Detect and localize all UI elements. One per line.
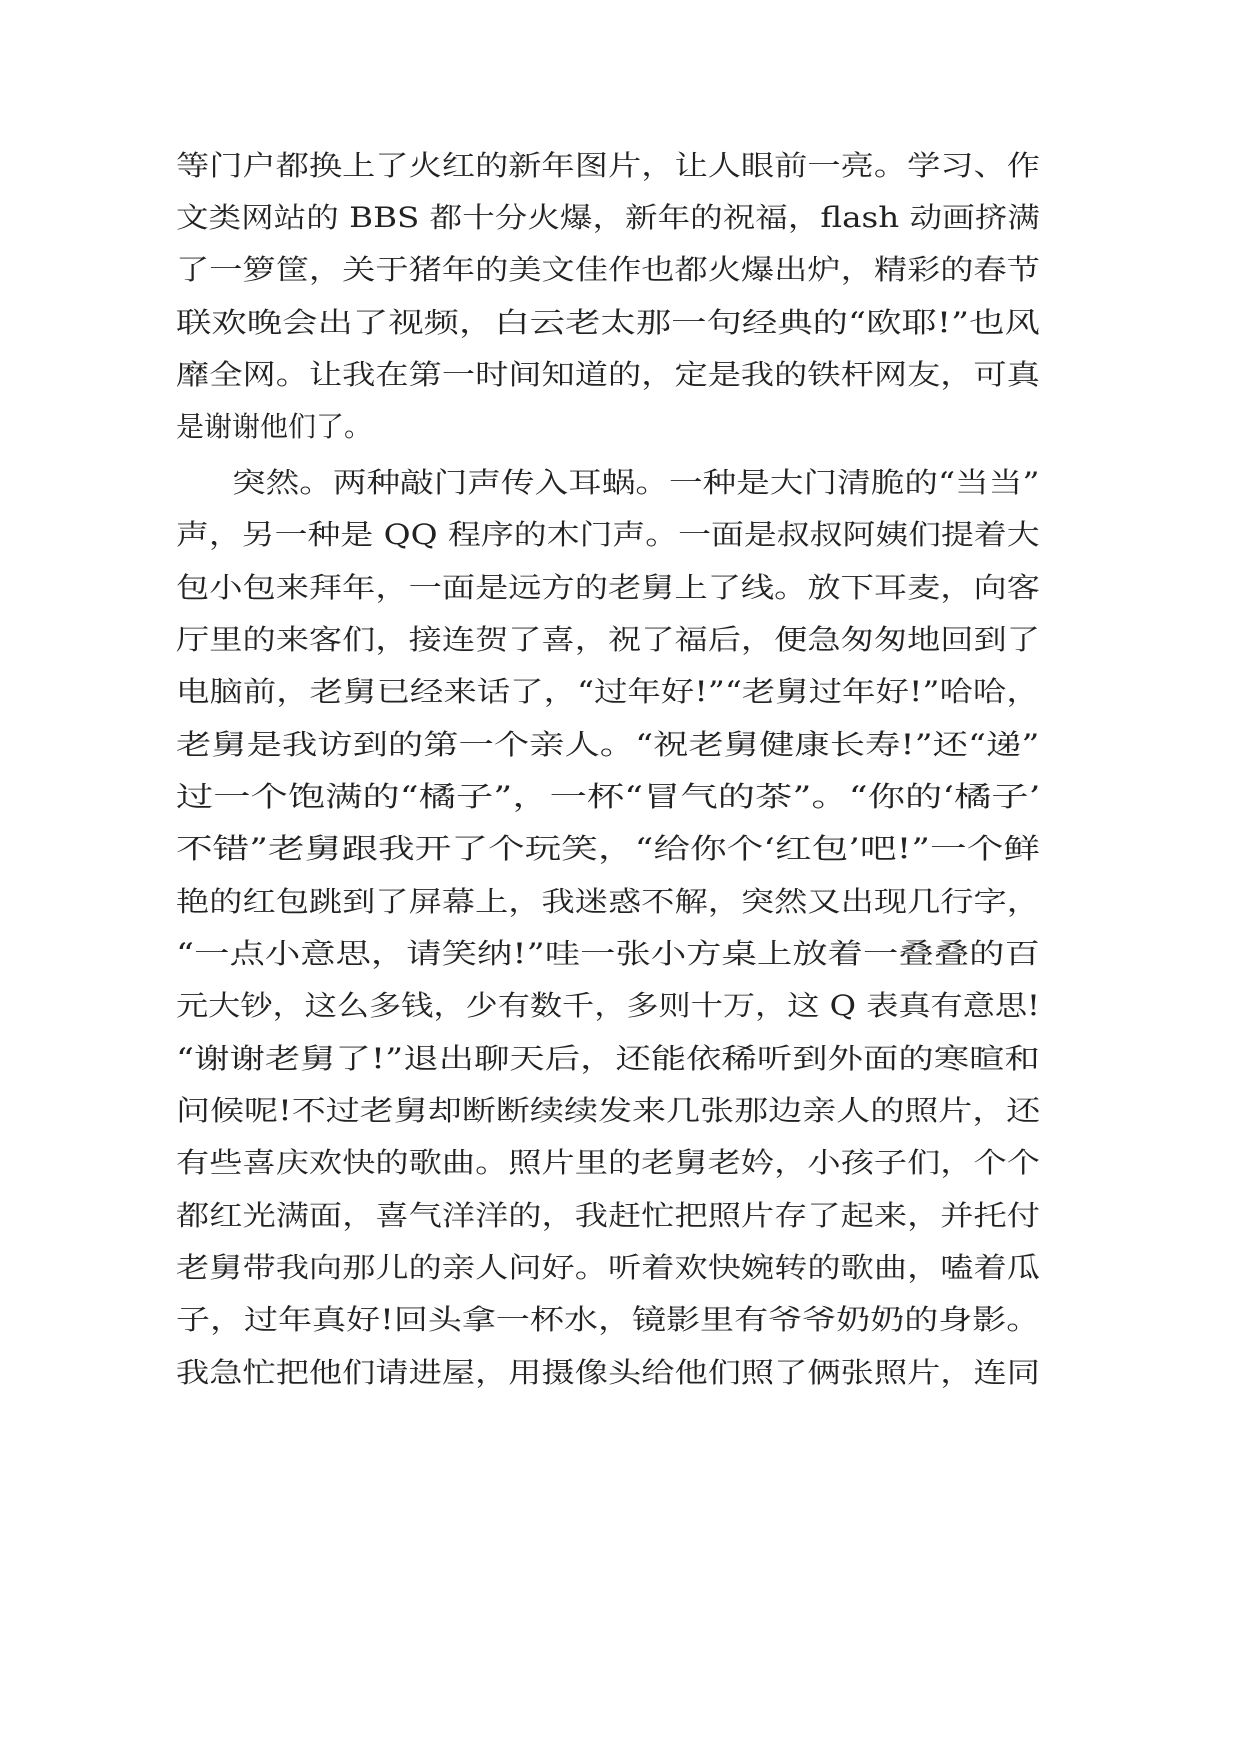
- text-line-10: 厅里的来客们，接连贺了喜，祝了福后，便急匆匆地回到了: [176, 623, 1041, 656]
- text-line-4: 联欢晚会出了视频，白云老太那一句经典的“欧耶!”也风: [176, 306, 1040, 339]
- text-line-5: 靡全网。让我在第一时间知道的，定是我的铁杆网友，可真: [176, 358, 1041, 391]
- text-line-20: 有些喜庆欢快的歌曲。照片里的老舅老妗，小孩子们，个个: [176, 1146, 1041, 1179]
- text-line-21: 都红光满面，喜气洋洋的，我赶忙把照片存了起来，并托付: [176, 1199, 1041, 1232]
- text-line-18: “谢谢老舅了!”退出聊天后，还能依稀听到外面的寒暄和: [176, 1042, 1040, 1075]
- text-line-8: 声，另一种是 QQ 程序的木门声。一面是叔叔阿姨们提着大: [176, 518, 1040, 551]
- text-line-13: 过一个饱满的“橘子”，一杯“冒气的茶”。“你的‘橘子’: [176, 780, 1041, 813]
- text-line-2: 文类网站的 BBS 都十分火爆，新年的祝福，flash 动画挤满: [176, 201, 1040, 234]
- text-line-7: 突然。两种敲门声传入耳蜗。一种是大门清脆的“当当”: [232, 466, 1040, 499]
- text-line-11: 电脑前，老舅已经来话了，“过年好!”“老舅过年好!”哈哈，: [176, 675, 1040, 708]
- text-line-9: 包小包来拜年，一面是远方的老舅上了线。放下耳麦，向客: [176, 571, 1041, 604]
- text-line-17: 元大钞，这么多钱，少有数千，多则十万，这 Q 表真有意思!: [176, 989, 1040, 1022]
- text-line-16: “一点小意思，请笑纳!”哇一张小方桌上放着一叠叠的百: [176, 937, 1040, 970]
- text-line-15: 艳的红包跳到了屏幕上，我迷惑不解，突然又出现几行字，: [176, 885, 1041, 918]
- text-line-22: 老舅带我向那儿的亲人问好。听着欢快婉转的歌曲，嗑着瓜: [176, 1251, 1041, 1284]
- text-line-14: 不错”老舅跟我开了个玩笑，“给你个‘红包’吧!”一个鲜: [176, 832, 1041, 865]
- text-line-12: 老舅是我访到的第一个亲人。“祝老舅健康长寿!”还“递”: [176, 728, 1040, 761]
- text-line-1: 等门户都换上了火红的新年图片，让人眼前一亮。学习、作: [176, 149, 1041, 182]
- text-line-23: 子，过年真好!回头拿一杯水，镜影里有爷爷奶奶的身影。: [176, 1303, 1041, 1336]
- text-line-6: 是谢谢他们了。: [176, 410, 373, 443]
- text-line-3: 了一箩筐，关于猪年的美文佳作也都火爆出炉，精彩的春节: [176, 253, 1041, 286]
- text-line-19: 问候呢!不过老舅却断断续续发来几张那边亲人的照片，还: [176, 1094, 1041, 1127]
- text-line-24: 我急忙把他们请进屋，用摄像头给他们照了俩张照片，连同: [176, 1356, 1041, 1389]
